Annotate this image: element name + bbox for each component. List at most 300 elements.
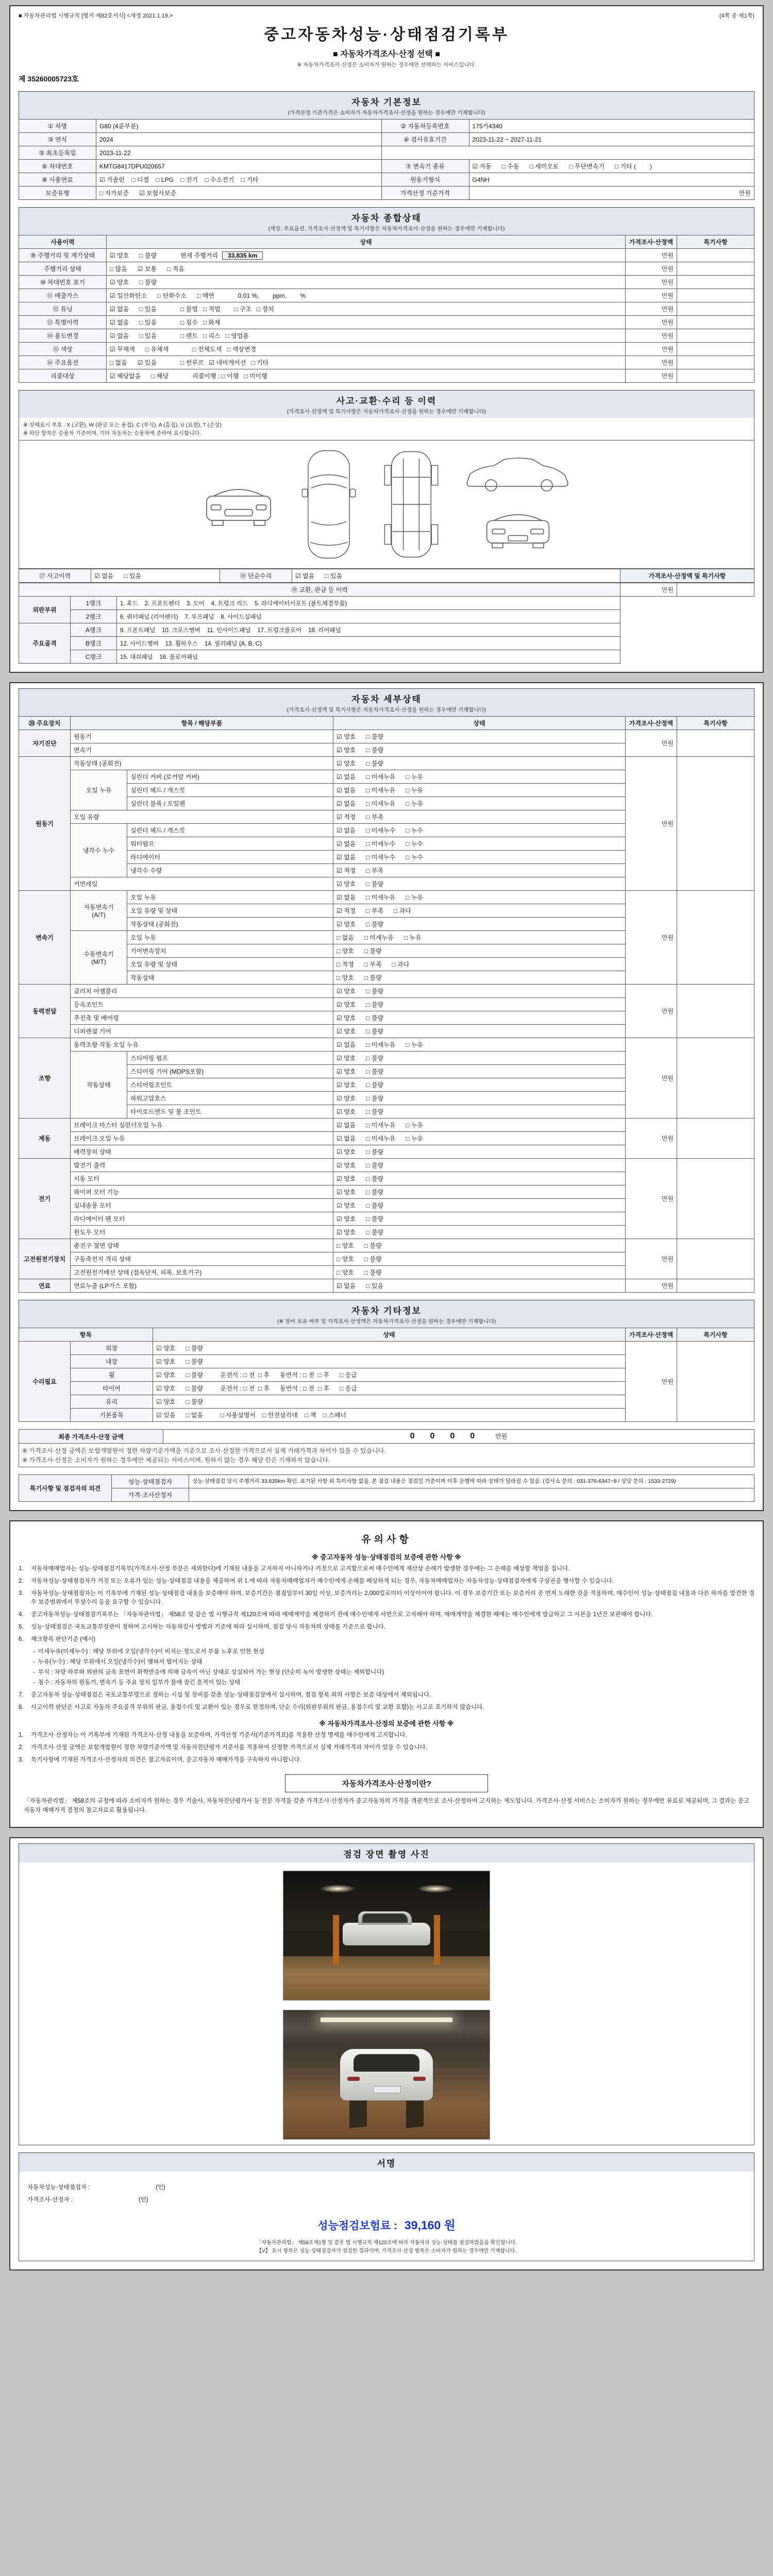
device-item: 연료누출 (LP가스 포함) (71, 1279, 333, 1293)
overall-row-price: 만원 (626, 329, 677, 343)
detail-row (19, 891, 754, 904)
notice-list-b (19, 1691, 754, 1713)
etc-item-label: 휠 (71, 1368, 153, 1382)
photo2-license-plate (373, 2086, 401, 2093)
etc-item-label: 유리 (71, 1395, 153, 1409)
device-note (677, 1279, 754, 1293)
device-status-checkboxes: □ 양호 □ 불량 (333, 1266, 626, 1279)
device-item: 작동상태 (공회전) (127, 918, 333, 931)
detail-row (19, 985, 754, 998)
overall-row-label: ⑮ 색상 (19, 343, 107, 356)
etc-item-label: 외장 (71, 1342, 153, 1355)
device-status-checkboxes: ☑ 양호 □ 불량 (333, 1212, 626, 1226)
device-status-checkboxes: ☑ 양호 □ 불량 (333, 1025, 626, 1038)
panel-group-label: 주요골격 (19, 623, 71, 664)
device-status-checkboxes: ☑ 양호 □ 불량 (333, 1052, 626, 1065)
device-item: 라디에이터 팬 모터 (71, 1212, 333, 1226)
rank-part-list: 1. 후드 2. 프론트펜더 3. 도어 4. 트렁크 리드 5. 라디에이터서포트 (볼트체결부품) (117, 597, 620, 610)
device-note (677, 1159, 754, 1239)
rank-label: 2랭크 (71, 610, 117, 623)
device-status-checkboxes: ☑ 양호 □ 불량 (333, 757, 626, 770)
notice-item-text: 자동차성능·상태점검자는 이 기록부에 기재된 성능·상태점검 내용을 보증해야 하며, 보증기간은 점검일부터 30일 이상, 보증거리는 2,000킬로미터 이상이어야 합니다. 이 경우 보증기간 또는 보증거리 중 먼저 도래한 것을 적용하며, 매수인이 성능·상태점검 내용과 다른 하자를 발견한 경우 보증범위에서 무상수리 등을 요구할 수 있습니다. (31, 1590, 754, 1606)
legal-footer-line-2: 【V】 표시 항목은 성능·상태점검자가 점검한 결과이며, 가격조사·산정 항목은 소비자가 원하는 경우에만 기재합니다. (256, 2248, 517, 2254)
overall-row (19, 369, 754, 383)
device-status-checkboxes: ☑ 없음 □ 미세누유 □ 누유 (333, 1038, 626, 1052)
etc-row (19, 1342, 754, 1355)
overall-row (19, 289, 754, 302)
device-status-checkboxes: ☑ 양호 □ 불량 (333, 918, 626, 931)
overall-row-price: 만원 (626, 276, 677, 289)
device-status-checkboxes: ☑ 없음 □ 미세누유 □ 누유 (333, 784, 626, 797)
overall-row-status (107, 276, 626, 289)
document-subtitle: ■ 자동차가격조사·산정 선택 ■ (332, 50, 440, 59)
empty-cell (381, 146, 754, 160)
final-note-1: ※ 가격조사·산정 금액은 보험개발원이 정한 차량기준가액을 기준으로 조사·산정한 가격으로서 실제 거래가격과 차이가 있을 수 있습니다. (22, 1447, 386, 1454)
etc-note-cell (677, 1342, 754, 1422)
status-extra: 0.01 %, ppm, % (238, 292, 306, 299)
device-item: 파워고압호스 (127, 1092, 333, 1105)
photo-section-header (19, 1843, 754, 1862)
device-status-checkboxes: ☑ 양호 □ 불량 (333, 1078, 626, 1092)
notice-title: 유의사항 (361, 1534, 412, 1545)
status-extra: □ 전체도색 □ 색상변경 (192, 346, 257, 353)
device-subgroup: 자동변속기 (A/T) (71, 891, 127, 931)
device-item: 오일 누유 (127, 891, 333, 904)
inspection-insurance-fee (27, 2216, 746, 2233)
device-status-checkboxes: ☑ 없음 □ 미세누유 □ 누유 (333, 797, 626, 810)
overall-row-note (677, 276, 754, 289)
device-item: 스티어링조인트 (127, 1078, 333, 1092)
car-side-rear-diagrams (463, 453, 573, 556)
status-checkboxes: □ 많음 ☑ 보통 □ 적음 (110, 265, 184, 273)
device-item: 오일 유량 및 상태 (127, 904, 333, 918)
bullet-marker: - (33, 1658, 35, 1665)
device-item: 라디에이터 (127, 851, 333, 864)
device-item: 작동상태 (127, 971, 333, 985)
opinion-label: 특기사항 및 점검자의 의견 (19, 1475, 112, 1502)
device-status-checkboxes: ☑ 양호 □ 불량 (333, 877, 626, 891)
device-item: 고전원전기배선 상태 (접속단자, 피복, 보호기구) (71, 1266, 333, 1279)
device-status-checkboxes: ☑ 없음 □ 미세누유 □ 누유 (333, 770, 626, 784)
notice-item (19, 1743, 754, 1753)
etc-item-label: 타이어 (71, 1382, 153, 1395)
overall-col-use: 사용이력 (19, 235, 107, 249)
rank-part-list: 6. 쿼터패널 (리어펜더) 7. 루프패널 8. 사이드실패널 (117, 610, 620, 623)
simple-repair-checkboxes: ☑ 없음 □ 있음 (292, 569, 620, 583)
overall-row-status (107, 249, 626, 262)
photo1-car-on-lift (343, 1923, 430, 1945)
detail-col-price: 가격조사·산정액 (626, 717, 677, 730)
warranty-type-label: 보증유형 (19, 187, 96, 200)
notice-bullet-list (19, 1648, 754, 1688)
detail-col-state: 상태 (333, 717, 626, 730)
final-price-unit: 만원 (495, 1433, 508, 1440)
rank-part-list: 12. 사이드멤버 13. 휠하우스 14. 필러패널 (A, B, C) (117, 637, 620, 650)
notice-subheading-1: ※ 중고자동차 성능·상태점검의 보증에 관한 사항 ※ (312, 1553, 461, 1561)
photo2-white-car-rear (340, 2049, 433, 2100)
device-status-checkboxes: ☑ 없음 □ 미세누수 □ 누수 (333, 851, 626, 864)
status-checkboxes: ☑ 없음 □ 있음 (110, 306, 157, 313)
detail-col-item: 항목 / 해당부품 (71, 717, 333, 730)
bullet-marker: - (33, 1680, 35, 1686)
model-year-label: ③ 연식 (19, 133, 96, 146)
device-item: 구동축전지 격리 상태 (71, 1252, 333, 1266)
photo1-lift-post-right (434, 1915, 440, 1964)
engine-type-value: G4NH (469, 173, 754, 187)
overall-table (19, 235, 754, 383)
state-code-legend: ※ 상태표시 부호 : X (교환), W (판금 또는 용접), C (부식), A (흠집), U (요철), T (손상) (23, 422, 222, 428)
device-item: 브레이크 마스터 실린더오일 누유 (71, 1118, 333, 1132)
overall-row (19, 262, 754, 276)
inspection-period-value: 2023-11-22 ~ 2027-11-21 (469, 133, 754, 146)
section-basic-box (9, 5, 764, 673)
panel-rank-row (19, 650, 754, 664)
device-item: 추진축 및 베어링 (71, 1011, 333, 1025)
device-note (677, 730, 754, 757)
device-category: 원동기 (19, 757, 71, 891)
passenger-car-legend: ※ 하단 항목은 승용차 기준이며, 기타 자동차는 승용차에 준하여 표시합니다. (23, 430, 201, 436)
device-category: 전기 (19, 1159, 71, 1239)
notice-item-text: 사고이력 판단은 사고로 자동차 주요골격 부위의 판금, 용접수리 및 교환이 있는 경우로 한정하며, 단순 수리(외판부위의 판금, 용접수리 및 교환 포함)는 사고로 표기하지 않습니다. (31, 1704, 484, 1710)
bullet-text: 침수 : 자동차의 원동기, 변속기 등 주요 장치 일부가 물에 잠긴 흔적이 있는 상태 (38, 1680, 241, 1686)
overall-row-note (677, 302, 754, 316)
device-category: 고전원전기장치 (19, 1239, 71, 1279)
status-extra: □ 침수 □ 화재 (180, 319, 221, 326)
device-item: 브레이크 오일 누유 (71, 1132, 333, 1145)
device-note (677, 1038, 754, 1118)
overall-row (19, 316, 754, 329)
detail-row (19, 1118, 754, 1132)
overall-row-label: ⑩ 차대번호 표기 (19, 276, 107, 289)
detail-col-device: ⑳ 주요장치 (19, 717, 71, 730)
device-status-checkboxes: ☑ 적정 □ 부족 □ 과다 (333, 904, 626, 918)
device-status-checkboxes: □ 적정 □ 부족 □ 과다 (333, 958, 626, 971)
final-price-label: 최종 가격조사·산정 금액 (19, 1430, 163, 1444)
overall-row-status (107, 316, 626, 329)
notice-bullet (33, 1679, 754, 1687)
accident-title: 사고·교환·수리 등 이력 (336, 396, 437, 406)
overall-row-label: ⑬ 특별이력 (19, 316, 107, 329)
overall-row (19, 302, 754, 316)
legal-footer-line-1: 「자동차관리법」 제58조제1항 및 같은 법 시행규칙 제120조에 따라 자동차의 성능·상태를 점검하였음을 확인합니다. (256, 2240, 517, 2246)
device-item: 충전구 절연 상태 (71, 1239, 333, 1252)
overall-note: (색상, 주요옵션, 가격조사·산정액 및 특기사항은 자동차가격조사·산정을 원하는 경우에만 기재합니다) (268, 226, 505, 232)
etc-note: (※ 장비 보유 여부 및 가격조사·산정액은 자동차가격조사·산정을 원하는 경우에만 기재합니다) (277, 1318, 496, 1325)
accident-history-label: ⑰ 사고이력 (19, 569, 91, 583)
base-price-value: 만원 (469, 187, 754, 200)
status-checkboxes: ☑ 양호 □ 불량 (110, 279, 157, 286)
device-item: 스티어링 기어 (MDPS포함) (127, 1065, 333, 1078)
panel-rank-row (19, 623, 754, 637)
device-category: 제동 (19, 1118, 71, 1159)
overall-row-status (107, 369, 626, 383)
device-item: 와이퍼 모터 기능 (71, 1185, 333, 1199)
device-item: 작동상태 (공회전) (71, 757, 333, 770)
inspection-period-label: ④ 검사유효기간 (381, 133, 469, 146)
device-note (677, 891, 754, 985)
overall-row-price: 만원 (626, 356, 677, 369)
photo1-light-right (417, 1885, 453, 1893)
device-status-checkboxes: ☑ 양호 □ 불량 (333, 1065, 626, 1078)
device-status-checkboxes: ☑ 양호 □ 불량 (333, 1199, 626, 1212)
notice-item (19, 1731, 754, 1740)
rank-label: A랭크 (71, 623, 117, 637)
signature-body (19, 2172, 754, 2261)
basic-info-title: 자동차 기본정보 (351, 97, 422, 107)
status-checkboxes: ☑ 없음 □ 있음 (110, 319, 157, 326)
vin-value: KMTG8417DPU020657 (96, 160, 382, 173)
notice-bullet (33, 1648, 754, 1656)
inspector-role-label: 성능·상태점검자 (112, 1475, 189, 1488)
overall-col-note: 특기사항 (677, 235, 754, 249)
overall-row (19, 343, 754, 356)
device-item: 윈도우 모터 (71, 1226, 333, 1239)
detail-table (19, 716, 754, 1293)
device-price: 만원 (626, 1038, 677, 1118)
panel-group-label: 외판부위 (19, 597, 71, 623)
status-checkboxes: □ 없음 ☑ 있음 (110, 359, 157, 366)
basic-info-header (19, 91, 754, 119)
final-price-notes (19, 1444, 754, 1467)
photo2-taillight-right (413, 2077, 426, 2081)
detail-row (19, 1239, 754, 1252)
notice-item-text: 가격조사·산정자는 이 기록부에 기재된 가격조사·산정 내용을 보증하며, 가격산정 기준서(기준가격표)를 적용한 산정 명세를 매수인에게 고지합니다. (31, 1732, 407, 1739)
etc-col-note: 특기사항 (677, 1328, 754, 1342)
device-category: 동력전달 (19, 985, 71, 1038)
status-checkboxes: ☑ 무채색 □ 유채색 (110, 346, 169, 353)
status-checkboxes: ☑ 없음 □ 있음 (110, 332, 157, 340)
bullet-marker: - (33, 1648, 35, 1655)
page-marker: (4쪽 중 제1쪽) (719, 13, 754, 19)
appraiser-signature-line: 가격조사·산정자 : (인) (27, 2196, 148, 2203)
notice-item-number: 5. (19, 1624, 24, 1631)
rank-part-list: 15. 대쉬패널 16. 플로어패널 (117, 650, 620, 664)
etc-title: 자동차 기타정보 (351, 1306, 422, 1316)
overall-row-status (107, 302, 626, 316)
vehicle-name-value: G80 (4륜부분) (96, 120, 382, 133)
overall-row-label: 리콜대상 (19, 369, 107, 383)
notice-item-number: 2. (19, 1744, 24, 1751)
overall-row (19, 329, 754, 343)
fee-label: 성능점검보험료 : (317, 2219, 398, 2232)
overall-row (19, 249, 754, 262)
notice-item-number: 1. (19, 1566, 24, 1572)
appraiser-role-label: 가격·조사산정자 (112, 1488, 189, 1502)
status-extra: □ 썬루프 ☑ 네비게이션 □ 기타 (180, 359, 269, 366)
final-price-digits: 0000 (410, 1432, 491, 1440)
basic-info-table (19, 119, 754, 200)
overall-row-label: ⑨ 주행거리 및 계기상태 (19, 249, 107, 262)
notice-item (19, 1577, 754, 1586)
device-price: 만원 (626, 985, 677, 1038)
photo-section-title: 점검 장면 촬영 사진 (343, 1849, 430, 1859)
bullet-marker: - (33, 1669, 35, 1676)
panel-exchange-table (19, 583, 754, 664)
overall-row-status (107, 356, 626, 369)
signature-title: 서명 (377, 2158, 396, 2168)
plate-label: ② 자동차등록번호 (381, 120, 469, 133)
overall-row-label: ⑭ 용도변경 (19, 329, 107, 343)
device-status-checkboxes: ☑ 양호 □ 불량 (333, 998, 626, 1011)
device-item: 오일 유량 (71, 810, 333, 824)
device-note (677, 1118, 754, 1159)
etc-col-price: 가격조사·산정액 (626, 1328, 677, 1342)
overall-row-price: 만원 (626, 249, 677, 262)
fuel-label: ⑧ 사용연료 (19, 173, 96, 187)
notice-bullet (33, 1658, 754, 1667)
device-status-checkboxes: ☑ 없음 □ 미세누수 □ 누수 (333, 824, 626, 837)
device-status-checkboxes: ☑ 없음 □ 있음 (333, 1279, 626, 1293)
overall-row (19, 276, 754, 289)
detail-row (19, 1038, 754, 1052)
device-price: 만원 (626, 1279, 677, 1293)
car-front-view-diagram (200, 473, 277, 535)
inspection-photo-car-rear (283, 2010, 490, 2140)
device-item: 커먼레일 (71, 877, 333, 891)
status-checkboxes: ☑ 양호 □ 불량 (110, 252, 157, 259)
detail-row (19, 730, 754, 743)
device-item: 오일 누유 (127, 931, 333, 944)
device-price: 만원 (626, 1239, 677, 1279)
device-item: 실린더 블록 / 오일팬 (127, 797, 333, 810)
notice-item-number: 2. (19, 1578, 24, 1584)
overall-header (19, 207, 754, 235)
etc-price: 만원 (626, 1342, 677, 1422)
device-status-checkboxes: □ 없음 □ 미세누유 □ 누유 (333, 931, 626, 944)
device-category: 자기진단 (19, 730, 71, 757)
vin-label: ⑥ 차대번호 (19, 160, 96, 173)
plate-value: 175가4340 (469, 120, 754, 133)
device-item: 클러치 어셈블리 (71, 985, 333, 998)
etc-status-checkboxes: ☑ 양호 □ 불량 운전석 : □ 전 □ 후 동반석 : □ 전 □ 후 □ 응급 (153, 1382, 626, 1395)
accident-price-header: 가격조사·산정액 및 특기사항 (620, 569, 754, 583)
exchange-note (677, 583, 754, 597)
exchange-price: 만원 (620, 583, 677, 597)
notice-item-number: 3. (19, 1590, 24, 1597)
detail-row (19, 757, 754, 770)
device-price: 만원 (626, 757, 677, 891)
etc-status-checkboxes: ☑ 양호 □ 불량 (153, 1342, 626, 1355)
photo1-light-left (320, 1885, 356, 1893)
detail-col-note: 특기사항 (677, 717, 754, 730)
device-item: 배력장치 상태 (71, 1145, 333, 1159)
device-item: 오일 유량 및 상태 (127, 958, 333, 971)
accident-legend (19, 418, 754, 440)
overall-row-price: 만원 (626, 262, 677, 276)
device-status-checkboxes: ☑ 양호 □ 불량 (333, 1092, 626, 1105)
device-item: 등속조인트 (71, 998, 333, 1011)
overall-row-status (107, 343, 626, 356)
overall-row-price: 만원 (626, 302, 677, 316)
device-status-checkboxes: ☑ 양호 □ 불량 (333, 1159, 626, 1172)
device-price: 만원 (626, 891, 677, 985)
overall-row-note (677, 316, 754, 329)
overall-col-price: 가격조사·산정액 (626, 235, 677, 249)
overall-row-price: 만원 (626, 343, 677, 356)
rank-part-list: 9. 프론트패널 10. 크로스멤버 11. 인사이드패널 17. 트렁크플로어 18. 리어패널 (117, 623, 620, 637)
notice-item-text: 특기사항에 기재된 가격조사·산정자의 의견은 참고자료이며, 중고자동차 매매가격을 구속하지 아니합니다. (31, 1756, 301, 1763)
notice-item-text: 중고자동차성능·상태점검기록부는 「자동차관리법」 제58조 및 같은 법 시행규칙 제120조에 따라 매매계약을 체결하기 전에 매수인에게 서면으로 고지해야 하며, 매매계약을 체결한 때에는 매수인에게 발급하고 그 사본을 1년간 보관해야 합니다. (31, 1612, 653, 1618)
accident-note: (가격조사·산정액 및 특기사항은 자동차가격조사·산정을 원하는 경우에만 기재합니다) (287, 409, 486, 415)
device-status-checkboxes: ☑ 양호 □ 불량 (333, 1011, 626, 1025)
device-status-checkboxes: ☑ 양호 □ 불량 (333, 1185, 626, 1199)
notice-item-number: 6. (19, 1636, 24, 1642)
device-item: 원동기 (71, 730, 333, 743)
bullet-text: 누유(누수) : 해당 부위에서 오일(냉각수)이 맺혀서 떨어지는 상태 (38, 1658, 203, 1665)
device-item: 워터펌프 (127, 837, 333, 851)
notice-item (19, 1756, 754, 1765)
section-detail-box (9, 682, 764, 1511)
first-registration-label: ⑤ 최초등록일 (19, 146, 96, 160)
etc-status-checkboxes: ☑ 양호 □ 불량 (153, 1355, 626, 1368)
detail-header (19, 688, 754, 716)
device-price: 만원 (626, 730, 677, 757)
device-status-checkboxes: ☑ 양호 □ 불량 (333, 1145, 626, 1159)
device-item: 시동 모터 (71, 1172, 333, 1185)
status-checkboxes: ☑ 해당없음 □ 해당 (110, 372, 169, 380)
device-status-checkboxes: ☑ 양호 □ 불량 (333, 1105, 626, 1118)
overall-col-state: 상태 (107, 235, 626, 249)
overall-title: 자동차 종합상태 (351, 213, 422, 223)
overall-row-label: ⑫ 튜닝 (19, 302, 107, 316)
device-status-checkboxes: ☑ 적정 □ 부족 (333, 864, 626, 877)
photo2-rear-window (354, 2054, 419, 2072)
car-underside-diagram (380, 448, 442, 561)
device-price: 만원 (626, 1159, 677, 1239)
overall-row-status (107, 289, 626, 302)
notice-item (19, 1565, 754, 1574)
notice-list-a (19, 1565, 754, 1645)
device-item: 기어변속장치 (127, 944, 333, 958)
engine-type-label: 원동기형식 (381, 173, 469, 187)
panel-rank-row (19, 637, 754, 650)
final-price-table (19, 1429, 754, 1467)
device-status-checkboxes: □ 양호 □ 불량 (333, 971, 626, 985)
overall-row-note (677, 289, 754, 302)
device-status-checkboxes: □ 양호 □ 불량 (333, 944, 626, 958)
photo2-taillight-left (347, 2077, 360, 2081)
device-status-checkboxes: ☑ 양호 □ 불량 (333, 1172, 626, 1185)
pricing-info-text: 「자동차관리법」 제58조의 규정에 따라 소비자가 원하는 경우 기술사, 자동차진단평가사 등 전문 자격을 갖춘 가격조사·산정자가 중고자동차의 가격을 객관적으로 조사·산정하여 고지하는 제도입니다. 가격조사·산정 서비스는 소비자가 원하는 경우에만 유료로 제공되며, 그 결과는 중고자동차 매매가격 결정의 참고자료로 활용됩니다. (24, 1798, 749, 1814)
notice-item (19, 1635, 754, 1645)
notice-item-number: 7. (19, 1691, 24, 1698)
status-extra: 리콜이행 : □ 이행 □ 미이행 (192, 372, 267, 380)
bullet-text: 부식 : 차량 하부와 외판의 금속 표면이 화학반응에 의해 금속이 아닌 상태로 상실되어 가는 현상 (단순히 녹이 발생한 상태는 제외합니다) (38, 1669, 384, 1676)
repair-needed-category: 수리필요 (19, 1342, 71, 1422)
notice-item-text: 성능·상태점검은 국토교통부장관이 정하여 고시하는 자동차검사 방법과 기준에 따라 실시하며, 점검 당시 자동차의 상태를 기준으로 합니다. (31, 1624, 386, 1631)
overall-row-note (677, 369, 754, 383)
device-status-checkboxes: ☑ 양호 □ 불량 (333, 1226, 626, 1239)
accident-header (19, 390, 754, 418)
odometer-label: 현재 주행거리 (180, 252, 218, 259)
odometer-value: 33,835 km (222, 251, 263, 260)
detail-note: (가격조사·산정액 및 특기사항은 자동차가격조사·산정을 원하는 경우에만 기재합니다) (287, 707, 486, 713)
final-note-2: ※ 가격조사·산정은 소비자가 원하는 경우에만 제공되는 서비스이며, 원하지 않는 경우 해당 란은 기재하지 않습니다. (22, 1456, 330, 1464)
base-price-label: 가격산정 기준가격 (381, 187, 469, 200)
notice-item-number: 4. (19, 1612, 24, 1618)
device-status-checkboxes: □ 양호 □ 불량 (333, 1239, 626, 1252)
car-rear-view-diagram (479, 502, 557, 556)
device-item: 디퍼렌셜 기어 (71, 1025, 333, 1038)
device-status-checkboxes: □ 양호 □ 불량 (333, 1252, 626, 1266)
notice-item (19, 1691, 754, 1700)
overall-row-label: ⑯ 주요옵션 (19, 356, 107, 369)
etc-status-checkboxes: ☑ 양호 □ 불량 운전석 : □ 전 □ 후 동반석 : □ 전 □ 후 □ 응급 (153, 1368, 626, 1382)
status-extra: □ 불법 □ 적법 □ 구조 □ 장치 (180, 306, 274, 313)
notice-item (19, 1623, 754, 1632)
device-status-checkboxes: ☑ 양호 □ 불량 (333, 985, 626, 998)
etc-col-state: 상태 (153, 1328, 626, 1342)
